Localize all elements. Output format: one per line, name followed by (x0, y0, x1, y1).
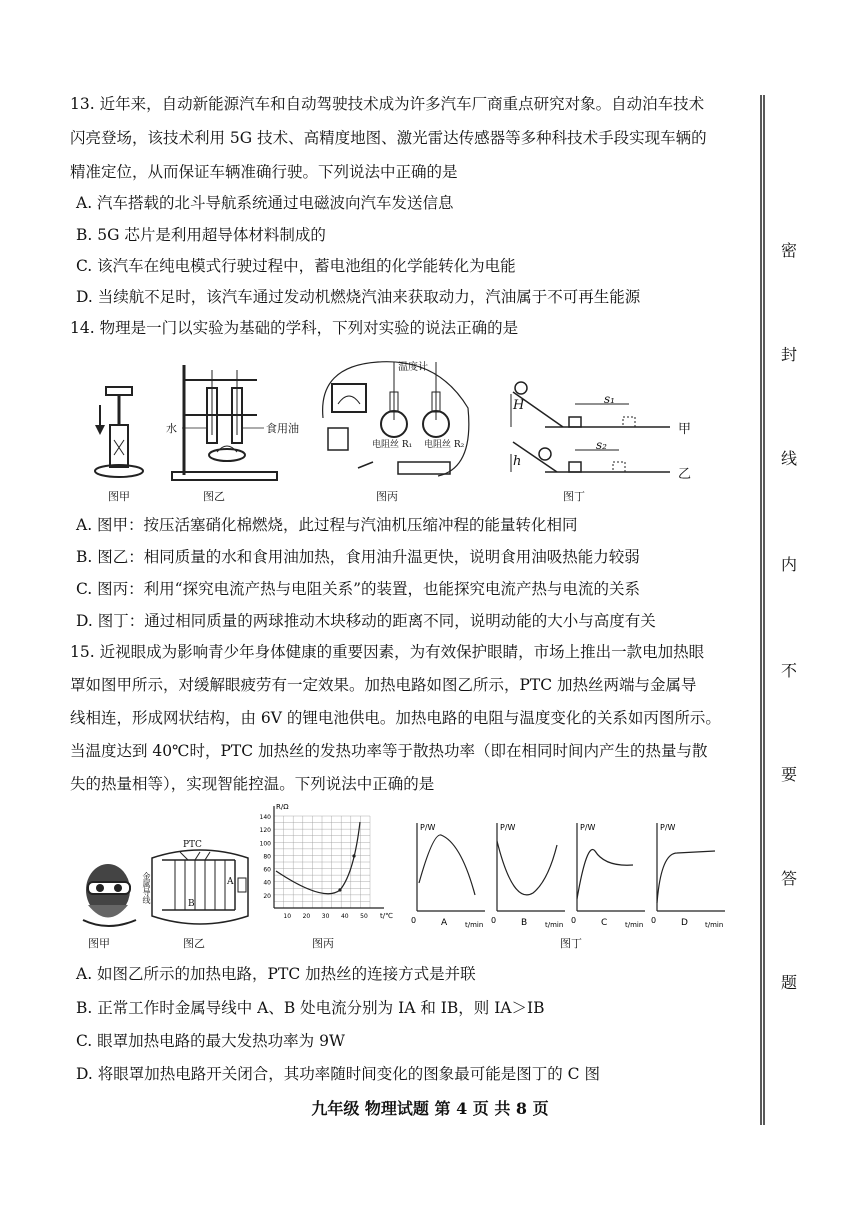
y-tick-label: 80 (263, 853, 271, 861)
pt-panel (571, 823, 645, 929)
q15-fig-b-label-wire: 金属导线 (142, 872, 151, 904)
seal-char-5: 不 (780, 661, 797, 680)
panel-x-label: t/min (465, 921, 484, 929)
q15-fig-b-label-ptc: PTC (183, 840, 202, 850)
q15-option-d: D. 将眼罩加热电路开关闭合，其功率随时间变化的图象最可能是图丁的 C 图 (76, 1065, 600, 1083)
q14-fig-d-label-H: H (513, 398, 525, 413)
q14-fig-d (505, 372, 675, 484)
seal-line (760, 95, 766, 1125)
panel-curve (497, 841, 557, 895)
q14-fig-b-label-oil: 食用油 (266, 422, 299, 435)
rt-chart-svg (252, 800, 400, 930)
q15-stem-line-2: 罩如图甲所示，对缓解眼疲劳有一定效果。加热电路如图乙所示，PTC 加热丝两端与金属导 (70, 676, 697, 694)
panel-origin: 0 (411, 916, 417, 925)
q14-fig-c-caption: 图丙 (376, 490, 398, 503)
q15-option-c: C. 眼罩加热电路的最大发热功率为 9W (76, 1032, 345, 1050)
y-tick-label: 100 (259, 840, 271, 848)
panel-origin: 0 (571, 916, 577, 925)
y-tick-label: 40 (263, 879, 271, 887)
q13-option-a: A. 汽车搭载的北斗导航系统通过电磁波向汽车发送信息 (76, 194, 454, 212)
q15-fig-a-caption: 图甲 (88, 937, 110, 950)
panel-curve (419, 835, 475, 895)
pt-panel (491, 823, 565, 929)
q14-option-c: C. 图丙：利用“探究电流产热与电阻关系”的装置，也能探究电流产热与电流的关系 (76, 580, 641, 598)
panel-x-label: t/min (625, 921, 644, 929)
panel-origin: 0 (491, 916, 497, 925)
q14-option-d: D. 图丁：通过相同质量的两球推动木块移动的距离不同，说明动能的大小与高度有关 (76, 612, 656, 630)
q14-stem: 14. 物理是一门以实验为基础的学科，下列对实验的说法正确的是 (70, 319, 519, 337)
y-axis-label: R/Ω (276, 803, 289, 811)
q14-fig-c-label-thermometer: 温度计 (398, 362, 428, 373)
q13-option-d: D. 当续航不足时，该汽车通过发动机燃烧汽油来获取动力，汽油属于不可再生能源 (76, 288, 641, 306)
x-tick-label: 50 (360, 913, 368, 920)
q15-fig-d (405, 815, 745, 930)
panel-curve (657, 851, 715, 903)
q14-fig-d-label-s1: s₁ (604, 392, 615, 406)
q15-fig-b-caption: 图乙 (183, 937, 205, 950)
seal-char-2: 封 (780, 345, 797, 364)
q14-fig-d-label-yi: 乙 (678, 467, 692, 482)
q15-option-b: B. 正常工作时金属导线中 A、B 处电流分别为 IA 和 IB，则 IA＞IB (76, 999, 545, 1017)
pt-panel (651, 823, 725, 929)
panel-letter: C (601, 918, 608, 928)
seal-char-1: 密 (780, 241, 797, 260)
q15-fig-a-eye-mask-photo (78, 860, 140, 930)
q14-option-a: A. 图甲：按压活塞硝化棉燃烧，此过程与汽油机压缩冲程的能量转化相同 (76, 516, 578, 534)
x-axis-label: t/℃ (380, 912, 393, 920)
panel-origin: 0 (651, 916, 657, 925)
q13-stem-line-2: 闪亮登场，该技术利用 5G 技术、高精度地图、激光雷达传感器等多种科技术手段实现车辆的 (70, 129, 707, 147)
q15-fig-c-chart (252, 800, 400, 930)
q14-fig-d-label-h: h (513, 454, 522, 469)
q15-stem-line-3: 线相连，形成网状结构，由 6V 的锂电池供电。加热电路的电阻与温度变化的关系如丙图所示。 (70, 709, 721, 727)
pt-panel (411, 823, 485, 929)
y-tick-label: 120 (259, 827, 271, 835)
q14-fig-d-label-s2: s₂ (596, 438, 607, 452)
q13-stem-line-3: 精准定位，从而保证车辆准确行驶。下列说法中正确的是 (70, 163, 458, 181)
seal-char-6: 要 (780, 765, 797, 784)
panel-x-label: t/min (705, 921, 724, 929)
q14-option-b: B. 图乙：相同质量的水和食用油加热，食用油升温更快，说明食用油吸热能力较弱 (76, 548, 640, 566)
x-tick-label: 40 (340, 913, 349, 920)
panel-letter: D (681, 918, 688, 928)
page-footer: 九年级 物理试题 第 4 页 共 8 页 (311, 1099, 549, 1118)
panel-x-label: t/min (545, 921, 564, 929)
q14-fig-c (318, 358, 473, 486)
panel-y-label: P/W (500, 823, 516, 832)
x-tick-label: 10 (283, 913, 292, 920)
q14-fig-d-label-jia: 甲 (678, 422, 692, 437)
panel-y-label: P/W (660, 823, 676, 832)
seal-char-7: 答 (780, 869, 797, 888)
seal-char-3: 线 (780, 449, 797, 468)
panel-letter: A (441, 918, 448, 928)
seal-char-8: 题 (780, 973, 797, 992)
x-tick-label: 20 (302, 913, 311, 920)
q15-fig-d-caption: 图丁 (560, 937, 582, 950)
q15-fig-b-label-b: B (188, 899, 195, 909)
q15-stem-line-1: 15. 近视眼成为影响青少年身体健康的重要因素，为有效保护眼睛，市场上推出一款电加热眼 (70, 643, 705, 661)
q13-stem-line-1: 13. 近年来，自动新能源汽车和自动驾驶技术成为许多汽车厂商重点研究对象。自动泊车技术 (70, 95, 705, 113)
panel-letter: B (521, 918, 528, 928)
seal-char-4: 内 (780, 555, 797, 574)
y-tick-label: 20 (263, 892, 271, 900)
q13-option-c: C. 该汽车在纯电模式行驶过程中，蓄电池组的化学能转化为电能 (76, 257, 516, 275)
panel-y-label: P/W (580, 823, 596, 832)
q13-option-b: B. 5G 芯片是利用超导体材料制成的 (76, 226, 326, 244)
x-tick-label: 30 (321, 913, 330, 920)
q15-fig-b-label-a: A (227, 877, 234, 887)
q14-fig-b-label-water: 水 (166, 422, 177, 435)
y-tick-label: 60 (263, 866, 271, 874)
r-t-curve (276, 822, 360, 894)
curve-point (352, 854, 355, 857)
panel-y-label: P/W (420, 823, 436, 832)
pt-panels-svg (405, 815, 745, 930)
q15-stem-line-4: 当温度达到 40℃时，PTC 加热丝的发热功率等于散热功率（即在相同时间内产生的热量与散 (70, 742, 708, 760)
q15-fig-c-caption: 图丙 (312, 937, 334, 950)
q14-fig-c-label-r1: 电阻丝 R₁ (372, 440, 413, 450)
y-tick-label: 140 (259, 814, 271, 821)
q14-fig-a (88, 385, 148, 480)
q14-fig-b-caption: 图乙 (203, 490, 225, 503)
q14-fig-c-label-r2: 电阻丝 R₂ (424, 440, 465, 450)
curve-point (338, 888, 341, 891)
q14-fig-d-caption: 图丁 (563, 490, 585, 503)
q15-option-a: A. 如图乙所示的加热电路，PTC 加热丝的连接方式是并联 (76, 965, 476, 983)
panel-curve (577, 850, 633, 899)
q15-fig-b (140, 838, 260, 933)
q15-stem-line-5: 失的热量相等），实现智能控温。下列说法中正确的是 (70, 775, 435, 793)
q14-fig-a-caption: 图甲 (108, 490, 130, 503)
